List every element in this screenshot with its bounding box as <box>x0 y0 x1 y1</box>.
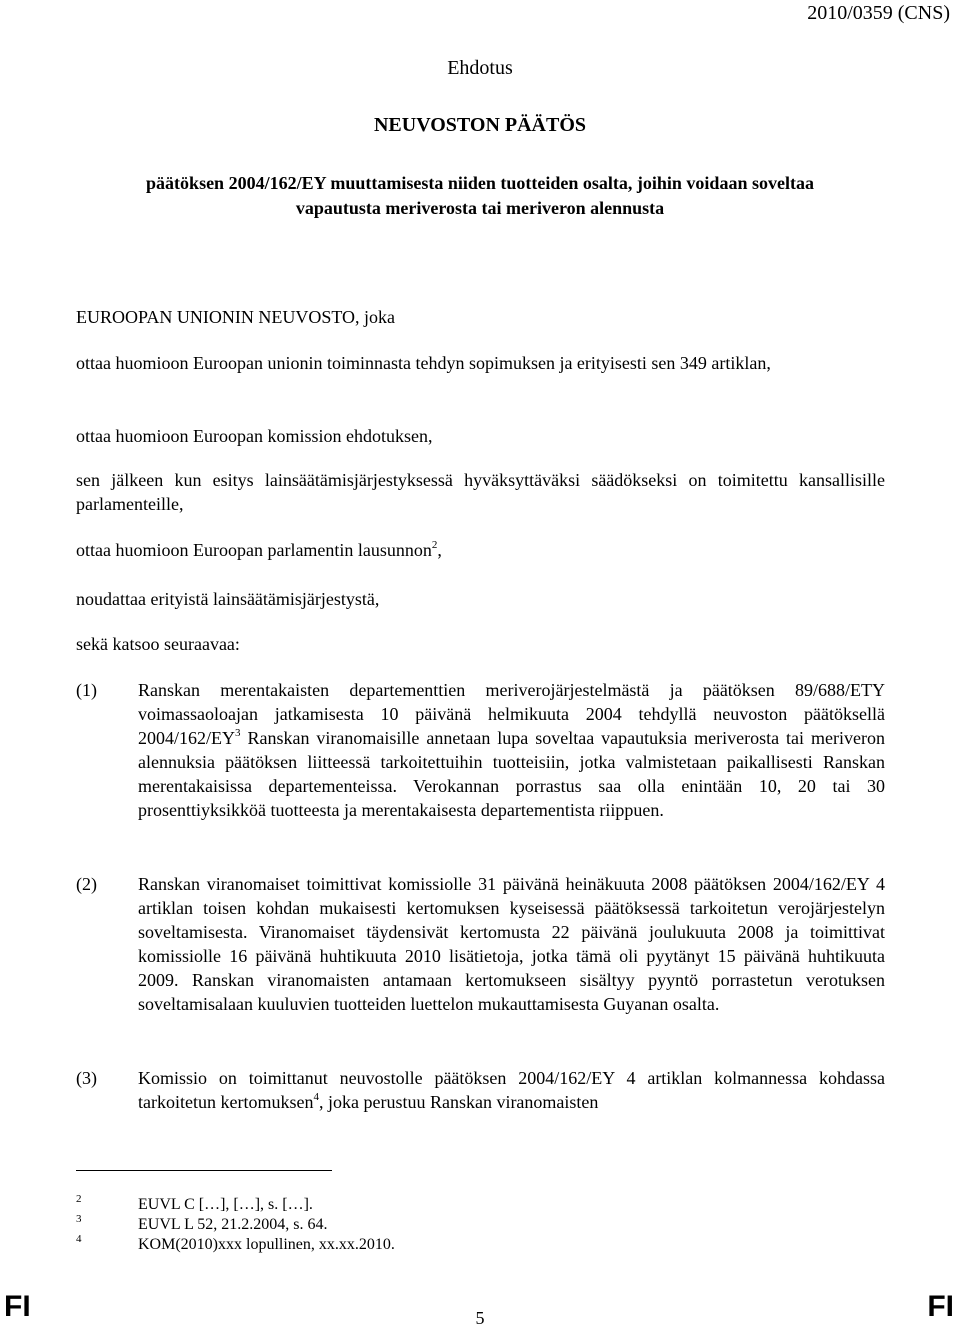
recital-text-b: Ranskan viranomaisille annetaan lupa soveltaa vapautuksia meriverosta tai meriveron alennuksia päätöksen liitteessä tarkoitettuihin tuotteisiin, jotka valmistetaan paikallisesti Ranskan merentakaisissa departementeissa. Verokannan porrastus saa olla enintään 10, 20 tai 30 prosenttiyksikköä tuotteesta ja merentakaisesta departementista riippuen. <box>138 728 885 820</box>
footnote-text: EUVL L 52, 21.2.2004, s. 64. <box>138 1216 328 1233</box>
subtitle-line-1: päätöksen 2004/162/EY muuttamisesta niiden tuotteiden osalta, joihin voidaan soveltaa <box>146 173 814 193</box>
recital-procedure: noudattaa erityistä lainsäätämisjärjestystä, <box>76 589 380 609</box>
footnote-ref-4[interactable]: 4 <box>313 1091 319 1103</box>
proposal-label: Ehdotus <box>447 57 513 79</box>
language-code-right: FI <box>927 1290 954 1323</box>
footnote-separator <box>76 1170 332 1171</box>
recital-text-a: Komissio on toimittanut neuvostolle päätöksen 2004/162/EY 4 artiklan kolmannessa kohdassa tarkoitetun kertomuksen <box>138 1068 885 1112</box>
recital-parliament-end: , <box>437 540 442 560</box>
numbered-recital <box>76 872 885 1016</box>
recital-text <box>138 678 885 822</box>
document-title: NEUVOSTON PÄÄTÖS <box>373 114 587 136</box>
recital-commission: ottaa huomioon Euroopan komission ehdotuksen, <box>76 426 433 446</box>
recital-parliament <box>76 538 885 562</box>
recital-text: Ranskan viranomaiset toimittivat komissiolle 31 päivänä heinäkuuta 2008 päätöksen 2004/162/EY 4 artiklan toisen kohdan mukaisesti kertomuksen kyseisessä päätöksessä tarkoitetun verojärjestelyn soveltamisesta. Viranomaiset täydensivät kertomusta 22 päivänä joulukuuta 2008 ja toimittivat komissiolle 16 päivänä huhtikuuta 2010 lisätietoja, jotka tämä oli pyytänyt 15 päivänä huhtikuuta 2009. Ranskan viranomaisten antamaan kertomukseen sisältyy pyyntö porrastetun verotuksen soveltamisalaan kuuluvien tuotteiden luettelon mukauttamisesta Guyanan osalta. <box>138 874 885 1014</box>
footnote-number: 3 <box>76 1213 82 1225</box>
document-reference: 2010/0359 (CNS) <box>807 2 950 24</box>
recital-whereas: sekä katsoo seuraavaa: <box>76 634 240 654</box>
recital-number: (3) <box>76 1068 97 1088</box>
numbered-recital <box>76 678 885 822</box>
footnote <box>76 1233 395 1254</box>
footnote-text: KOM(2010)xxx lopullinen, xx.xx.2010. <box>138 1236 395 1253</box>
recital-number: (1) <box>76 680 97 700</box>
footnote-text: EUVL C […], […], s. […]. <box>138 1196 313 1213</box>
numbered-recital <box>76 1066 885 1114</box>
recital-text <box>138 1066 885 1114</box>
footnote-number: 2 <box>76 1193 82 1205</box>
language-code-left: FI <box>4 1290 31 1323</box>
recital-text-b: , joka perustuu Ranskan viranomaisten <box>318 1092 599 1112</box>
recital-parliament-text: ottaa huomioon Euroopan parlamentin lausunnon <box>76 540 432 560</box>
footnote-ref-2[interactable]: 2 <box>431 539 438 551</box>
recital-national-parliaments: sen jälkeen kun esitys lainsäätämisjärjestyksessä hyväksyttäväksi säädökseksi on toimitettu kansallisille parlamenteille, <box>76 470 885 514</box>
subtitle-line-2: vapautusta meriverosta tai meriveron alennusta <box>295 198 665 218</box>
recital-number: (2) <box>76 874 97 894</box>
recital-treaty: ottaa huomioon Euroopan unionin toiminnasta tehdyn sopimuksen ja erityisesti sen 349 artiklan, <box>76 353 771 373</box>
page-number: 5 <box>475 1308 485 1328</box>
recital-text-a: Ranskan merentakaisten departementtien meriverojärjestelmästä ja päätöksen 89/688/ETY voimassaoloajan jatkamisesta 10 päivänä helmikuuta 2004 tehdyllä neuvoston päätöksellä 2004/162/EY <box>138 680 885 748</box>
council-preamble: EUROOPAN UNIONIN NEUVOSTO, joka <box>76 307 395 327</box>
footnote-ref-3[interactable]: 3 <box>235 727 241 739</box>
footnote-number: 4 <box>76 1233 82 1245</box>
document-subtitle <box>0 171 960 221</box>
